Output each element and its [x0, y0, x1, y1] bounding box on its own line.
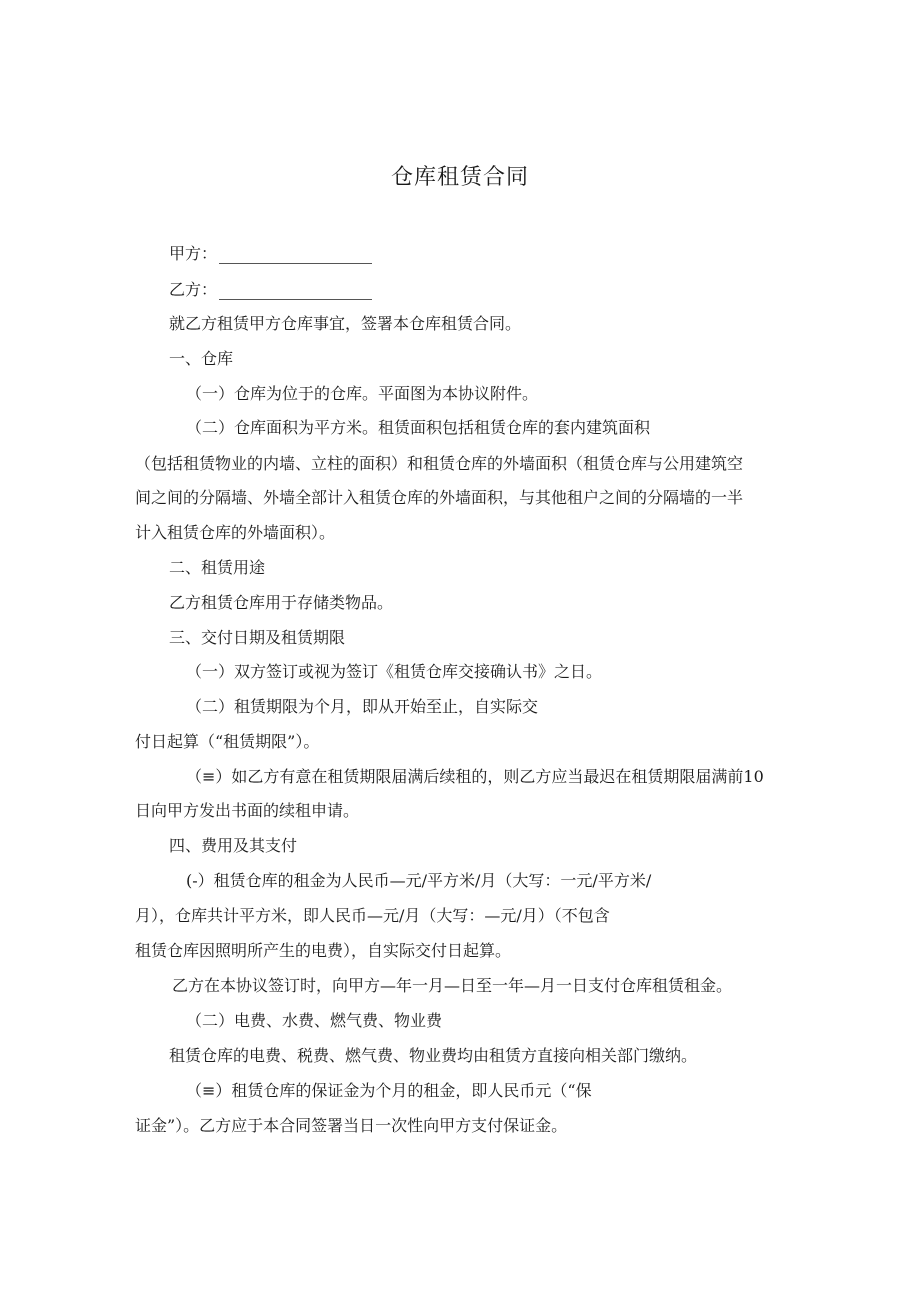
section-3-item-2-line-1: （二）租赁期限为个月，即从开始至止，自实际交 [186, 697, 539, 716]
party-b-blank [219, 285, 372, 300]
section-1-item-2-line-3: 间之间的分隔墙、外墙全部计入租赁仓库的外墙面积，与其他租户之间的分隔墙的一半 [135, 488, 744, 507]
section-1-heading: 一、仓库 [169, 349, 234, 368]
section-4-item-3-line-1: （≡）租赁仓库的保证金为个月的租金，即人民币元（“保 [186, 1081, 592, 1100]
section-3-item-3-line-1: （≡）如乙方有意在租赁期限届满后续租的，则乙方应当最迟在租赁期限届满前10 [186, 767, 764, 786]
intro-paragraph: 就乙方租赁甲方仓库事宜，签署本仓库租赁合同。 [169, 314, 522, 333]
page-title: 仓库租赁合同 [390, 165, 529, 190]
section-4-item-1-line-3: 租赁仓库因照明所产生的电费），自实际交付日起算。 [135, 941, 512, 960]
section-1-item-2-line-1: （二）仓库面积为平方米。租赁面积包括租赁仓库的套内建筑面积 [186, 418, 651, 437]
party-a-row [169, 244, 372, 264]
section-3-item-1: （一）双方签订或视为签订《租赁仓库交接确认书》之日。 [186, 662, 603, 681]
section-4-item-2-body: 租赁仓库的电费、税费、燃气费、物业费均由租赁方直接向相关部门缴纳。 [169, 1046, 698, 1065]
section-2-body: 乙方租赁仓库用于存储类物品。 [169, 593, 394, 612]
section-4-item-3-line-2: 证金”）。乙方应于本合同签署当日一次性向甲方支付保证金。 [135, 1116, 568, 1135]
section-3-heading: 三、交付日期及租赁期限 [169, 628, 346, 647]
section-4-item-1-line-1: (-）租赁仓库的租金为人民币—元/平方米/月（大写：一元/平方米/ [186, 871, 652, 890]
party-b-row [169, 280, 372, 300]
section-3-item-3-line-2: 日向甲方发出书面的续租申请。 [135, 801, 360, 820]
party-a-blank [219, 249, 372, 264]
section-4-item-1-line-2: 月），仓库共计平方米，即人民币—元/月（大写：—元/月）（不包含 [135, 906, 610, 925]
section-4-item-1-line-4: 乙方在本协议签订时，向甲方—年一月—日至一年—月一日支付仓库租赁租金。 [172, 976, 733, 995]
section-1-item-1: （一）仓库为位于的仓库。平面图为本协议附件。 [186, 384, 539, 403]
section-1-item-2-line-4: 计入租赁仓库的外墙面积）。 [135, 523, 336, 542]
section-1-item-2-line-2: （包括租赁物业的内墙、立柱的面积）和租赁仓库的外墙面积（租赁仓库与公用建筑空 [135, 454, 744, 473]
section-4-item-2-heading: （二）电费、水费、燃气费、物业费 [186, 1011, 443, 1030]
party-a-label: 甲方： [169, 244, 218, 263]
section-3-item-2-line-2: 付日起算（“租赁期限”）。 [135, 732, 320, 751]
section-4-heading: 四、费用及其支付 [169, 836, 298, 855]
section-2-heading: 二、租赁用途 [169, 558, 266, 577]
party-b-label: 乙方： [169, 280, 218, 299]
